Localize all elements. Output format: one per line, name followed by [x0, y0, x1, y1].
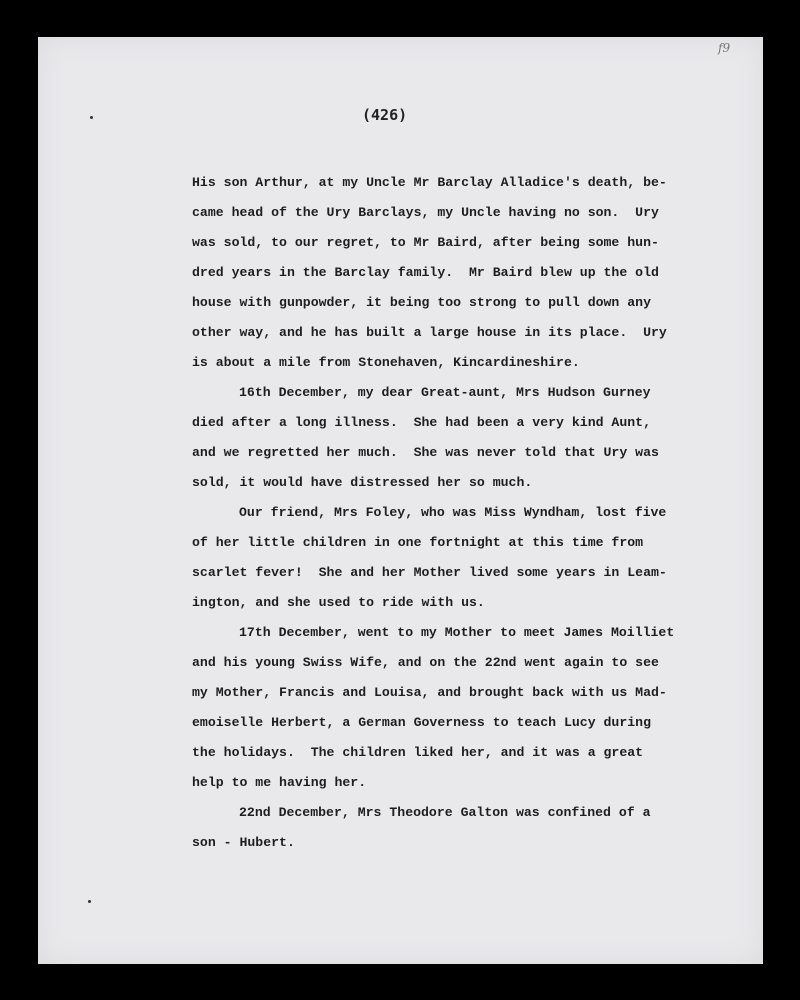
margin-speck	[90, 116, 93, 119]
text-line: the holidays. The children liked her, and it was a great	[192, 745, 644, 760]
page-number: (426)	[362, 106, 408, 124]
margin-speck	[88, 900, 91, 903]
text-line: 22nd December, Mrs Theodore Galton was confined of a	[239, 805, 651, 820]
text-line: sold, it would have distressed her so much.	[192, 475, 533, 490]
text-line: scarlet fever! She and her Mother lived some years in Leam-	[192, 565, 667, 580]
text-line: son - Hubert.	[192, 835, 295, 850]
text-line: help to me having her.	[192, 775, 367, 790]
corner-annotation: f9	[718, 41, 731, 55]
text-line: and we regretted her much. She was never told that Ury was	[192, 445, 659, 460]
text-line: emoiselle Herbert, a German Governess to teach Lucy during	[192, 715, 651, 730]
body-text	[192, 168, 762, 858]
text-line: my Mother, Francis and Louisa, and brought back with us Mad-	[192, 685, 667, 700]
text-line: and his young Swiss Wife, and on the 22nd went again to see	[192, 655, 659, 670]
text-line: came head of the Ury Barclays, my Uncle having no son. Ury	[192, 205, 659, 220]
text-line: dred years in the Barclay family. Mr Baird blew up the old	[192, 265, 659, 280]
text-line: Our friend, Mrs Foley, who was Miss Wyndham, lost five	[239, 505, 667, 520]
text-line: 17th December, went to my Mother to meet James Moilliet	[239, 625, 675, 640]
text-line: of her little children in one fortnight at this time from	[192, 535, 644, 550]
text-line: other way, and he has built a large house in its place. Ury	[192, 325, 667, 340]
text-line: is about a mile from Stonehaven, Kincardineshire.	[192, 355, 580, 370]
text-line: His son Arthur, at my Uncle Mr Barclay Alladice's death, be-	[192, 175, 667, 190]
text-line: house with gunpowder, it being too strong to pull down any	[192, 295, 651, 310]
text-line: was sold, to our regret, to Mr Baird, after being some hun-	[192, 235, 659, 250]
text-line: died after a long illness. She had been a very kind Aunt,	[192, 415, 651, 430]
text-line: 16th December, my dear Great-aunt, Mrs Hudson Gurney	[239, 385, 651, 400]
text-line: ington, and she used to ride with us.	[192, 595, 485, 610]
